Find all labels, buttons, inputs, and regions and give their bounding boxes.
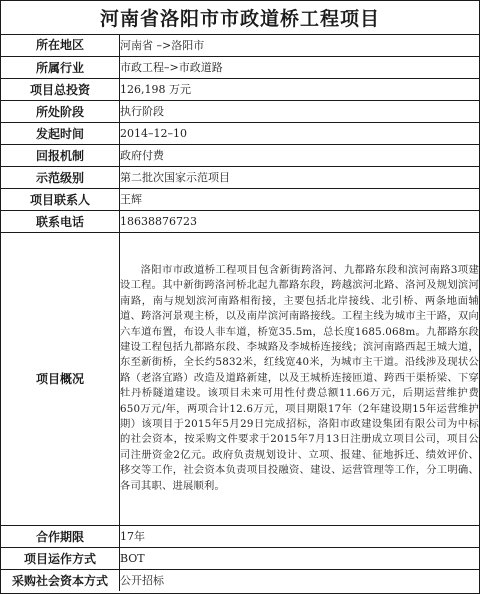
row-contact-person [1,188,479,210]
row-total-investment [1,78,479,100]
industry-value: 市政工程–>市政道路 [120,56,480,78]
row-region [1,34,479,56]
contact-phone-label: 联系电话 [1,210,120,232]
row-overview [1,232,479,525]
overview-cell [120,232,480,525]
operation-mode-label: 项目运作方式 [1,547,120,569]
contact-phone-value: 18638876723 [120,210,480,232]
row-procurement-method [1,569,479,591]
demo-level-value: 第二批次国家示范项目 [120,166,480,188]
row-return-mechanism [1,144,479,166]
contact-person-value: 王辉 [120,188,480,210]
row-operation-mode [1,547,479,569]
row-start-date [1,122,479,144]
region-label: 所在地区 [1,34,120,56]
return-mechanism-label: 回报机制 [1,144,120,166]
cooperation-period-label: 合作期限 [1,525,120,547]
row-demo-level [1,166,479,188]
overview-text: 洛阳市市政道桥工程项目包含新街跨洛河、九都路东段和滨河南路3项建设工程。其中新街跨洛河桥北起九都路东段，跨越滨河北路、洛河及规划滨河南路，南与规划滨河南路相衔接，主要包括北岸接线、北引桥、两条地面辅道、跨洛河景观主桥，以及南岸滨河南路接线。工程主线为城市主干路，双向六车道布置，布设人非车道，桥宽35.5m，总长度1685.068m。九都路东段建设工程包括九都路东段、李城路及李城桥连接线；滨河南路西起王城大道，东至新街桥，全长约5832米，红线宽40米，为城市主干道。沿线涉及现状公路（老洛宜路）改造及道路新建，以及王城桥连接匝道、跨西干渠桥梁、下穿牡丹桥隧道建设。该项目未来可用性付费总额11.66万元，后期运营维护费650万元/年，两项合计12.6万元，项目期限17年（2年建设期15年运营维护期）该项目于2015年5月29日完成招标，洛阳市政建设集团有限公司为中标的社会资本，按采购文件要求于2015年7月13日注册成立项目公司，项目公司注册资金2亿元。政府负责规划设计、立项、报建、征地拆迁、绩效评价、移交等工作，社会资本负责项目投融资、建设、运营管理等工作，分工明确、各司其职、进展顺利。 [120,263,479,492]
return-mechanism-value: 政府付费 [120,144,480,166]
region-value: 河南省 –>洛阳市 [120,34,480,56]
row-stage [1,100,479,122]
operation-mode-value: BOT [120,547,480,569]
stage-value: 执行阶段 [120,100,480,122]
total-investment-value: 126,198 万元 [120,78,480,100]
total-investment-label: 项目总投资 [1,78,120,100]
page-title: 河南省洛阳市市政道桥工程项目 [1,1,479,35]
project-info-table [1,34,479,591]
row-contact-phone [1,210,479,232]
stage-label: 所处阶段 [1,100,120,122]
start-date-value: 2014–12–10 [120,122,480,144]
procurement-method-value: 公开招标 [120,569,480,591]
cooperation-period-value: 17年 [120,525,480,547]
contact-person-label: 项目联系人 [1,188,120,210]
industry-label: 所属行业 [1,56,120,78]
demo-level-label: 示范级别 [1,166,120,188]
row-cooperation-period [1,525,479,547]
procurement-method-label: 采购社会资本方式 [1,569,120,591]
row-industry [1,56,479,78]
start-date-label: 发起时间 [1,122,120,144]
overview-label: 项目概况 [1,232,120,525]
